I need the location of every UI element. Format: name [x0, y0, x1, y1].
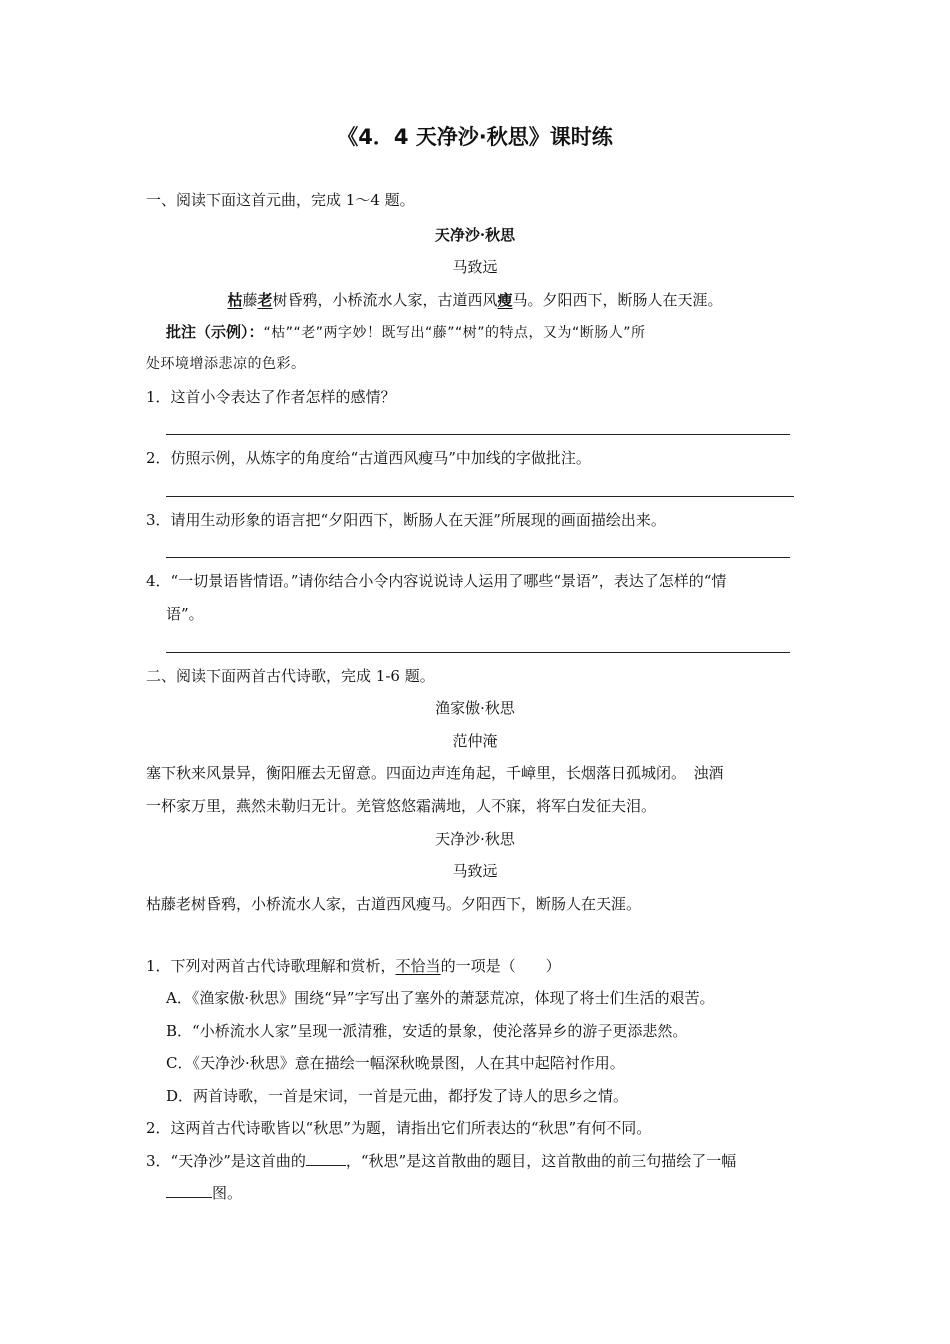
emphasis-text: 不恰当 [395, 957, 441, 975]
poem-author: 马致远 [452, 258, 498, 276]
annotation [166, 322, 646, 343]
mc-question [146, 956, 561, 976]
option-a[interactable]: A．《渔家傲·秋思》围绕“异”字写出了塞外的萧瑟荒凉，体现了将士们生活的艰苦。 [166, 989, 715, 1007]
annotation-text: “枯”“老”两字妙！既写出“藤”“树”的特点，又为“断肠人”所 [263, 325, 646, 341]
poem-fragment: 藤 [242, 291, 258, 309]
question-text: 的一项是（ ） [440, 957, 561, 975]
question-text: 1．下列对两首古代诗歌理解和赏析， [146, 957, 396, 975]
option-c[interactable]: C．《天净沙·秋思》意在描绘一幅深秋晚景图，人在其中起陪衬作用。 [166, 1054, 625, 1072]
answer-line[interactable] [166, 652, 790, 653]
option-b[interactable]: B．“小桥流水人家”呈现一派清雅，安适的景象，使沦落异乡的游子更添悲然。 [166, 1022, 688, 1040]
question-3: 3．请用生动形象的语言把“夕阳西下，断肠人在天涯”所展现的画面描绘出来。 [146, 511, 666, 529]
annotation-continued: 处环境增添悲凉的色彩。 [146, 356, 306, 372]
question-2: 2．仿照示例，从炼字的角度给“古道西风瘦马”中加线的字做批注。 [146, 449, 591, 467]
poem1-text-continued: 一杯家万里，燕然未勒归无计。羌管悠悠霜满地，人不寐，将军白发征夫泪。 [146, 797, 657, 815]
poem1-author: 范仲淹 [452, 732, 498, 750]
question-2b: 2．这两首古代诗歌皆以“秋思”为题，请指出它们所表达的“秋思”有何不同。 [146, 1119, 652, 1137]
poem1-text: 塞下秋来风景异，衡阳雁去无留意。四面边声连角起，千嶂里，长烟落日孤城闭。 浊酒 [146, 764, 724, 782]
question-4-continued: 语”。 [166, 605, 204, 623]
question-1: 1．这首小令表达了作者怎样的感情？ [146, 388, 396, 406]
poem-text [0, 290, 950, 310]
underlined-char: 枯 [227, 291, 243, 309]
fill-blank[interactable] [166, 1183, 212, 1198]
poem2-text: 枯藤老树昏鸦，小桥流水人家，古道西风瘦马。夕阳西下，断肠人在天涯。 [146, 895, 642, 913]
question-3b [146, 1151, 736, 1171]
poem-title: 天净沙·秋思 [434, 226, 516, 244]
section2-heading: 二、阅读下面两首古代诗歌，完成 1-6 题。 [146, 667, 435, 685]
poem-fragment: 树昏鸦，小桥流水人家，古道西风 [272, 291, 498, 309]
section1-heading: 一、阅读下面这首元曲，完成 1～4 题。 [146, 191, 415, 209]
question-text: 3．“天净沙”是这首曲的 [146, 1152, 306, 1170]
page-title: 《4．4 天净沙·秋思》课时练 [337, 125, 613, 149]
poem1-title: 渔家傲·秋思 [435, 699, 515, 717]
underlined-char: 老 [257, 291, 273, 309]
answer-line[interactable] [166, 434, 790, 435]
option-d[interactable]: D．两首诗歌，一首是宋词，一首是元曲，都抒发了诗人的思乡之情。 [166, 1087, 629, 1105]
question-3b-continued [166, 1183, 242, 1203]
annotation-label: 批注（示例）： [166, 323, 264, 341]
question-text: ，“秋思”是这首散曲的题目，这首散曲的前三句描绘了一幅 [345, 1152, 737, 1170]
underlined-char: 瘦 [497, 291, 513, 309]
question-4: 4．“一切景语皆情语。”请你结合小令内容说说诗人运用了哪些“景语”，表达了怎样的“情 [146, 572, 727, 590]
poem-fragment: 马。夕阳西下，断肠人在天涯。 [512, 291, 723, 309]
question-text: 图。 [212, 1184, 243, 1202]
poem2-author: 马致远 [452, 862, 498, 880]
fill-blank[interactable] [306, 1151, 346, 1166]
answer-line[interactable] [166, 557, 790, 558]
poem2-title: 天净沙·秋思 [435, 830, 515, 848]
answer-line[interactable] [166, 496, 794, 497]
